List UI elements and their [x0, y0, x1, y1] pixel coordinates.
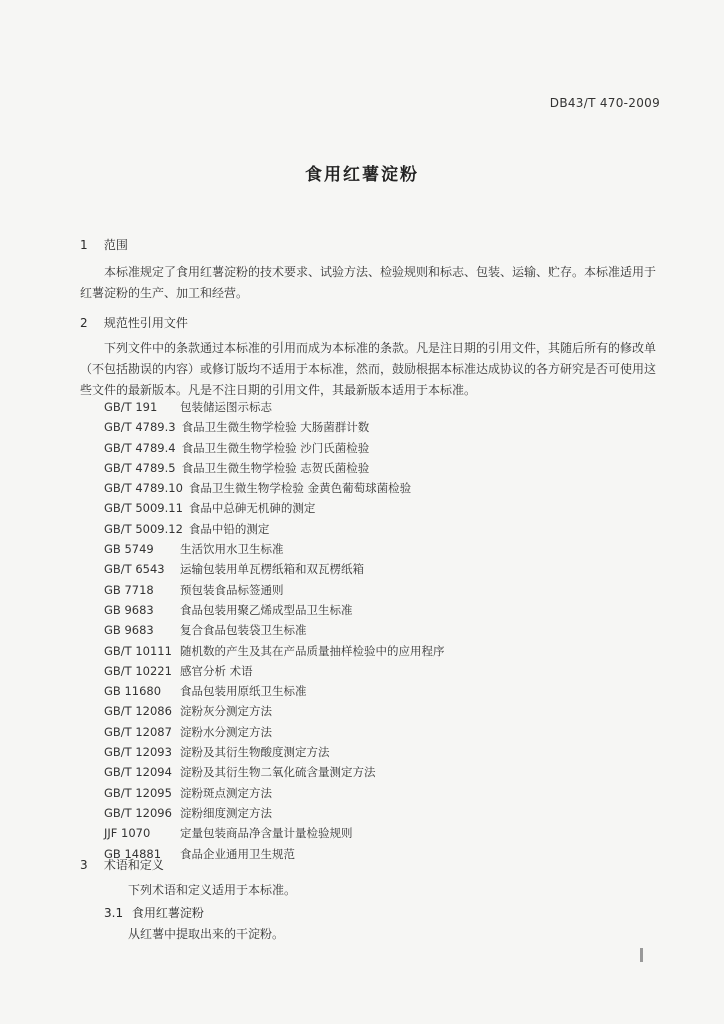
reference-list	[104, 397, 664, 864]
reference-item	[104, 580, 664, 600]
reference-title: 运输包装用单瓦楞纸箱和双瓦楞纸箱	[180, 562, 364, 577]
reference-code: GB/T 4789.4	[104, 440, 176, 455]
page-edge-mark	[640, 948, 643, 962]
reference-title: 食品企业通用卫生规范	[180, 846, 295, 861]
reference-title: 生活饮用水卫生标准	[180, 542, 284, 557]
reference-code: GB/T 12094	[104, 765, 172, 780]
section-1-number: 1	[80, 238, 88, 252]
reference-code: GB 5749	[104, 542, 154, 557]
reference-code: JJF 1070	[104, 826, 151, 841]
reference-code: GB 9683	[104, 623, 154, 638]
reference-item	[104, 458, 664, 478]
reference-item	[104, 783, 664, 803]
reference-title: 包装储运图示标志	[180, 400, 272, 414]
section-2-paragraph: 下列文件中的条款通过本标准的引用而成为本标准的条款。凡是注日期的引用文件，其随后所有的修改单（不包括勘误的内容）或修订版均不适用于本标准，然而，鼓励根据本标准达成协议的各方研究是否可使用这些文件的最新版本。凡是不注日期的引用文件，其最新版本适用于本标准。	[80, 341, 657, 397]
reference-item	[104, 823, 664, 843]
section-3-1-definition: 从红薯中提取出来的干淀粉。	[128, 927, 285, 941]
reference-item	[104, 478, 664, 498]
reference-title: 淀粉斑点测定方法	[180, 785, 272, 800]
reference-title: 淀粉灰分测定方法	[180, 704, 272, 719]
reference-code: GB/T 10111	[104, 643, 172, 658]
reference-item	[104, 397, 664, 417]
reference-title: 定量包装商品净含量计量检验规则	[180, 826, 353, 841]
section-2-title: 规范性引用文件	[103, 316, 188, 330]
reference-item	[104, 417, 664, 437]
section-2-heading	[80, 314, 188, 331]
reference-code: GB/T 12093	[104, 745, 172, 760]
reference-code: GB/T 10221	[104, 663, 172, 678]
reference-title: 食品卫生微生物学检验 志贺氏菌检验	[181, 460, 370, 475]
reference-code: GB/T 4789.3	[104, 420, 176, 435]
reference-code: GB 14881	[104, 846, 162, 861]
section-3-1-number: 3.1	[104, 906, 124, 920]
reference-item	[104, 539, 664, 559]
reference-title: 食品包装用原纸卫生标准	[180, 684, 307, 699]
reference-title: 预包装食品标签通则	[180, 582, 284, 597]
reference-item	[104, 681, 664, 701]
section-3-paragraph: 下列术语和定义适用于本标准。	[128, 883, 297, 897]
section-1-paragraph: 本标准规定了食用红薯淀粉的技术要求、试验方法、检验规则和标志、包装、运输、贮存。本标准适用于红薯淀粉的生产、加工和经营。	[80, 265, 657, 300]
reference-code: GB 11680	[104, 684, 162, 699]
document-title: 食用红薯淀粉	[305, 165, 419, 185]
section-1-title: 范围	[103, 238, 128, 252]
reference-item	[104, 438, 664, 458]
reference-code: GB/T 4789.10	[104, 481, 183, 496]
reference-code: GB/T 5009.12	[104, 521, 183, 536]
section-3-number: 3	[80, 858, 88, 872]
reference-title: 食品卫生微生物学检验 金黄色葡萄球菌检验	[188, 481, 412, 496]
section-3-heading	[80, 856, 164, 873]
reference-title: 食品中总砷无机砷的测定	[188, 501, 316, 516]
reference-title: 食品卫生微生物学检验 沙门氏菌检验	[181, 440, 370, 455]
reference-title: 随机数的产生及其在产品质量抽样检验中的应用程序	[180, 643, 445, 658]
section-3-1-title: 食用红薯淀粉	[131, 906, 204, 920]
reference-title: 淀粉及其衍生物二氧化硫含量测定方法	[180, 765, 376, 780]
reference-item	[104, 559, 664, 579]
reference-title: 感官分析 术语	[180, 663, 253, 678]
reference-code: GB 9683	[104, 602, 154, 617]
reference-item	[104, 701, 664, 721]
reference-code: GB/T 4789.5	[104, 460, 176, 475]
section-3-1-heading	[104, 904, 204, 921]
reference-title: 食品中铅的测定	[188, 521, 270, 536]
reference-code: GB/T 5009.11	[104, 501, 183, 516]
reference-item	[104, 742, 664, 762]
reference-item	[104, 620, 664, 640]
section-3-title: 术语和定义	[103, 858, 164, 872]
reference-code: GB/T 12087	[104, 724, 172, 739]
reference-code: GB/T 6543	[104, 562, 165, 577]
reference-item	[104, 762, 664, 782]
reference-code: GB/T 12096	[104, 805, 172, 820]
reference-title: 复合食品包装袋卫生标准	[180, 623, 307, 638]
reference-title: 食品卫生微生物学检验 大肠菌群计数	[181, 420, 370, 435]
reference-title: 淀粉水分测定方法	[180, 724, 272, 739]
standard-code: DB43/T 470-2009	[549, 96, 660, 110]
reference-code: GB/T 191	[104, 400, 158, 414]
reference-title: 淀粉及其衍生物酸度测定方法	[180, 745, 330, 760]
section-1-heading	[80, 236, 128, 253]
section-2-number: 2	[80, 316, 88, 330]
reference-title: 淀粉细度测定方法	[180, 805, 272, 820]
reference-item	[104, 803, 664, 823]
reference-item	[104, 641, 664, 661]
reference-code: GB 7718	[104, 582, 154, 597]
reference-item	[104, 600, 664, 620]
reference-item	[104, 498, 664, 518]
reference-item	[104, 519, 664, 539]
reference-item	[104, 844, 664, 864]
reference-item	[104, 661, 664, 681]
reference-title: 食品包装用聚乙烯成型品卫生标准	[180, 602, 353, 617]
reference-code: GB/T 12086	[104, 704, 172, 719]
reference-code: GB/T 12095	[104, 785, 172, 800]
reference-item	[104, 722, 664, 742]
